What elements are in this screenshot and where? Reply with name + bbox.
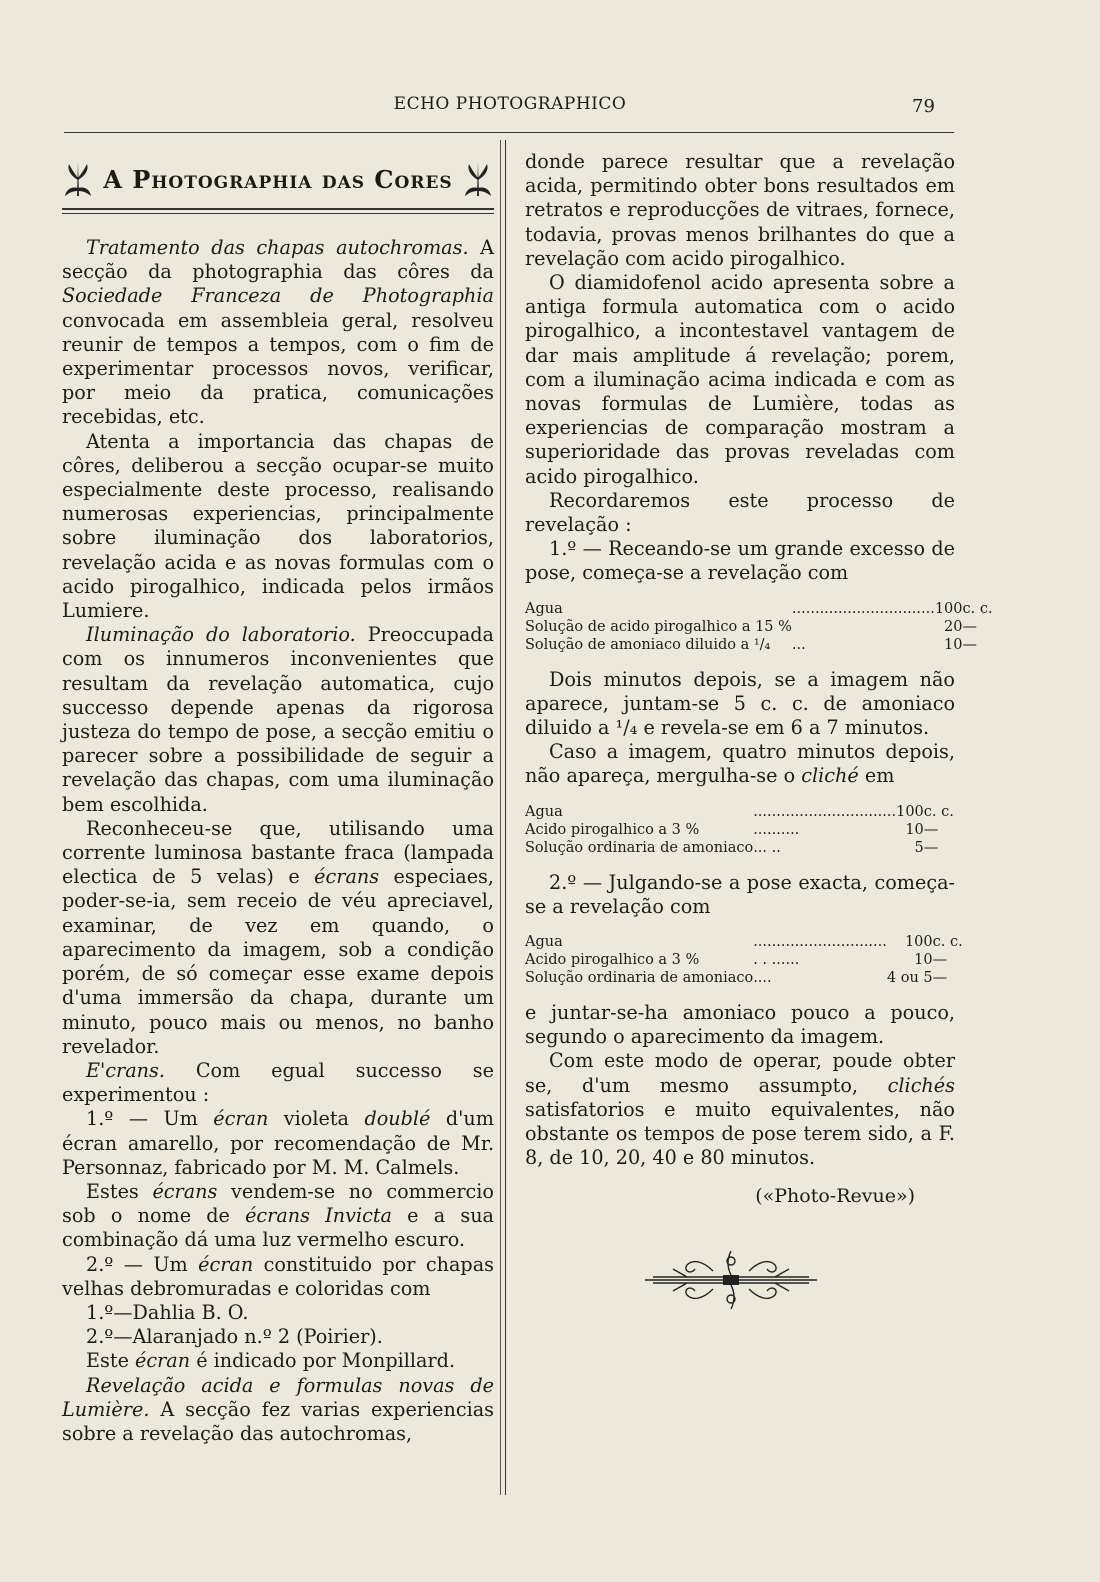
text-run: Caso a imagem, quatro minutos depois, não apareça, mergulha-se o xyxy=(525,740,955,788)
italic-run: écran xyxy=(198,1252,254,1276)
leader-dots: ... xyxy=(791,636,806,653)
italic-run: doublé xyxy=(364,1107,431,1131)
formula-row xyxy=(525,600,993,618)
italic-run: Sociedade Franceza de Photographia xyxy=(62,284,494,308)
text-run: 1.º — Um xyxy=(86,1107,214,1131)
paragraph: donde parece resultar que a revelação acida, permitindo obter bons resultados em retratos e reproducções de vitraes, fornece, todavia, provas menos brilhantes do que a revelação com acido pirogalhico. xyxy=(525,150,955,270)
italic-run: écrans xyxy=(152,1179,218,1203)
leader-dots xyxy=(792,618,935,636)
text-run: d'um écran amarello, por recomendação de Mr. Personnaz, fabricado por M. M. Calmels. xyxy=(62,1107,494,1179)
leader-dots: .......... xyxy=(753,821,800,838)
list-item: 1.º—Dahlia B. O. xyxy=(86,1300,249,1324)
quantity: 20 xyxy=(944,618,963,635)
text-run: especiaes, poder-se-ia, sem receio de véu apreciavel, examinar, de vez em quando, o aparecimento da imagem, sob a condição porém, de só começar esse exame depois d'uma immersão da chapa, durante um minuto, pouco mais ou menos, no banho revelador. xyxy=(62,865,495,1058)
paragraph: 2.º — Julgando-se a pose exacta, começa-se a revelação com xyxy=(525,870,955,918)
paragraph xyxy=(525,740,955,788)
text-run: Com egual successo se experimentou : xyxy=(62,1058,494,1107)
text-run: Preoccupada com os innumeros inconvenientes que resultam da revelação automatica, cujo successo depende apenas da rigorosa justeza do tempo de pose, a secção emitiu o parecer sobre a possibilidade de seguir a revelação das chapas, com uma iluminação bem escolhida. xyxy=(62,623,494,816)
italic-run: clichés xyxy=(887,1073,955,1097)
right-text xyxy=(525,1001,955,1170)
header-rule xyxy=(64,132,954,133)
text-run: A secção da photographia das côres da xyxy=(62,236,494,284)
paragraph xyxy=(62,1059,494,1107)
formula-row xyxy=(525,636,993,654)
formula-row xyxy=(525,951,963,969)
paragraph xyxy=(62,623,494,817)
formula-table-3 xyxy=(525,933,963,987)
paragraph xyxy=(62,236,494,430)
list-item: 2.º—Alaranjado n.º 2 (Poirier). xyxy=(86,1325,383,1349)
paragraph: Dois minutos depois, se a imagem não aparece, juntam-se 5 c. c. de amoniaco diluido a ¹/₄ e revela-se em 6 a 7 minutos. xyxy=(525,667,955,740)
ingredient: Agua xyxy=(525,803,563,820)
unit: — xyxy=(923,821,939,838)
leader-dots: ............................. xyxy=(753,934,887,951)
italic-run: écrans Invicta xyxy=(245,1204,392,1228)
formula-row xyxy=(525,821,954,839)
ornament-vignette-icon xyxy=(643,1247,819,1313)
page-number: 79 xyxy=(912,96,935,117)
formula-row xyxy=(525,933,963,951)
leader-dots: . . ...... xyxy=(753,952,800,969)
paragraph: 1.º — Receando-se um grande excesso de pose, começa-se a revelação com xyxy=(525,537,955,585)
right-text xyxy=(525,668,955,789)
leader-dots: .... xyxy=(753,970,772,987)
source-credit: («Photo-Revue») xyxy=(755,1184,915,1207)
article-title: A Photographia das Cores xyxy=(103,164,453,194)
paragraph xyxy=(62,1349,494,1373)
paragraph: Atenta a importancia das chapas de côres, deliberou a secção ocupar-se muito especialmente deste processo, realisando numerosas experiencias, principalmente sobre iluminação dos laboratorios, revelação acida e as novas formulas com o acido pirogalhico, indicada pelos irmãos Lumiere. xyxy=(62,429,494,623)
section-heading: Iluminação do laboratorio. xyxy=(86,623,356,647)
quantity: 10 xyxy=(944,636,963,653)
italic-run: cliché xyxy=(801,764,859,788)
text-run: Com este modo de operar, poude obter se, d'um mesmo assumpto, xyxy=(525,1049,955,1097)
paragraph: e juntar-se-ha amoniaco pouco a pouco, segundo o aparecimento da imagem. xyxy=(525,1001,955,1049)
paragraph xyxy=(62,1180,494,1253)
ingredient: Agua xyxy=(525,934,563,951)
column-divider-inner xyxy=(500,140,501,1495)
leader-dots: ............................... xyxy=(753,803,897,820)
fleuron-left-icon xyxy=(63,160,93,198)
quantity: 10 xyxy=(914,952,933,969)
text-run: violeta xyxy=(268,1107,365,1131)
ingredient: Acido pirogalhico a 3 % xyxy=(525,821,700,838)
paragraph xyxy=(62,1253,494,1301)
fleuron-right-icon xyxy=(463,160,493,198)
quantity: 100 xyxy=(934,600,963,617)
formula-row xyxy=(525,618,993,636)
text-run: Estes xyxy=(86,1179,153,1203)
unit: — xyxy=(962,618,977,635)
unit: c. c. xyxy=(923,803,954,820)
paragraph: Recordaremos este processo de revelação : xyxy=(525,488,955,537)
quantity: 5 xyxy=(914,839,924,856)
formula-row xyxy=(525,839,954,857)
unit: — xyxy=(923,839,939,856)
quantity: 100 xyxy=(896,803,924,820)
text-run: Este xyxy=(86,1349,136,1373)
paragraph xyxy=(62,817,494,1059)
leader-dots: ............................... xyxy=(791,600,935,617)
text-run: em xyxy=(858,764,895,788)
ingredient: Agua xyxy=(525,600,563,617)
formula-table-2 xyxy=(525,803,954,857)
section-heading: Tratamento das chapas autochromas. xyxy=(86,236,469,259)
column-divider xyxy=(505,140,506,1495)
ingredient: Solução de amoniaco diluido a ¹/₄ xyxy=(525,636,771,653)
text-run: 2.º — Um xyxy=(86,1252,199,1276)
ingredient: Solução de acido pirogalhico a 15 % xyxy=(525,618,792,635)
paragraph xyxy=(62,1107,494,1180)
right-text xyxy=(525,150,955,586)
paragraph xyxy=(525,1049,955,1170)
title-rule xyxy=(62,208,494,214)
text-run: Reconheceu-se que, utilisando uma corrente luminosa bastante fraca (lampada electica de 5 velas) e xyxy=(62,816,494,889)
quantity: 10 xyxy=(905,821,924,838)
ingredient: Solução ordinaria de amoniaco xyxy=(525,839,754,856)
unit: c. c. xyxy=(932,934,963,951)
text-run: vendem-se no commercio sob o nome de xyxy=(62,1179,494,1228)
quantity: 4 ou 5 xyxy=(886,970,933,987)
quantity: 100 xyxy=(904,934,933,951)
unit: c. c. xyxy=(962,600,993,617)
text-run: satisfatorios e muito equivalentes, não obstante os tempos de pose terem sido, a F. 8, de 10, 20, 40 e 80 minutos. xyxy=(525,1097,955,1170)
section-heading: E'crans. xyxy=(86,1058,165,1082)
text-run: A secção fez varias experiencias sobre a revelação das autochromas, xyxy=(62,1397,494,1445)
left-column xyxy=(62,150,494,1446)
unit: — xyxy=(962,636,977,653)
running-head: ECHO PHOTOGRAPHICO xyxy=(393,94,627,114)
leader-dots: ... .. xyxy=(753,839,781,856)
italic-run: écran xyxy=(135,1349,191,1373)
article-title-block xyxy=(62,156,494,202)
unit: — xyxy=(932,970,948,987)
formula-row xyxy=(525,803,954,821)
section-heading: Revelação acida e formulas novas de Lumière. xyxy=(62,1373,494,1421)
unit: — xyxy=(932,952,948,969)
paragraph xyxy=(62,1374,494,1447)
text-run: e a sua combinação dá uma luz vermelho escuro. xyxy=(62,1204,494,1252)
ingredient: Acido pirogalhico a 3 % xyxy=(525,952,700,969)
text-run: convocada em assembleia geral, resolveu reunir de tempos a tempos, com o fim de experimentar processos novos, verificar, por meio da pratica, comunicações recebidas, etc. xyxy=(62,308,494,429)
text-run: é indicado por Monpillard. xyxy=(190,1349,456,1373)
ingredient: Solução ordinaria de amoniaco xyxy=(525,970,754,987)
left-text xyxy=(62,236,494,1446)
formula-row xyxy=(525,969,963,987)
right-text xyxy=(525,871,955,919)
text-run: constituido por chapas velhas debromuradas e coloridas com xyxy=(62,1252,494,1300)
formula-table-1 xyxy=(525,600,993,654)
paragraph: O diamidofenol acido apresenta sobre a antiga formula automatica com o acido pirogalhico, a incontestavel vantagem de dar mais amplitude á revelação; porem, com a iluminação acima indicada e com as novas formulas de Lumière, todas as experiencias de comparação mostram a superioridade das provas reveladas com acido pirogalhico. xyxy=(525,271,955,488)
italic-run: écran xyxy=(213,1107,269,1131)
italic-run: écrans xyxy=(314,865,380,889)
right-column xyxy=(525,150,993,1317)
